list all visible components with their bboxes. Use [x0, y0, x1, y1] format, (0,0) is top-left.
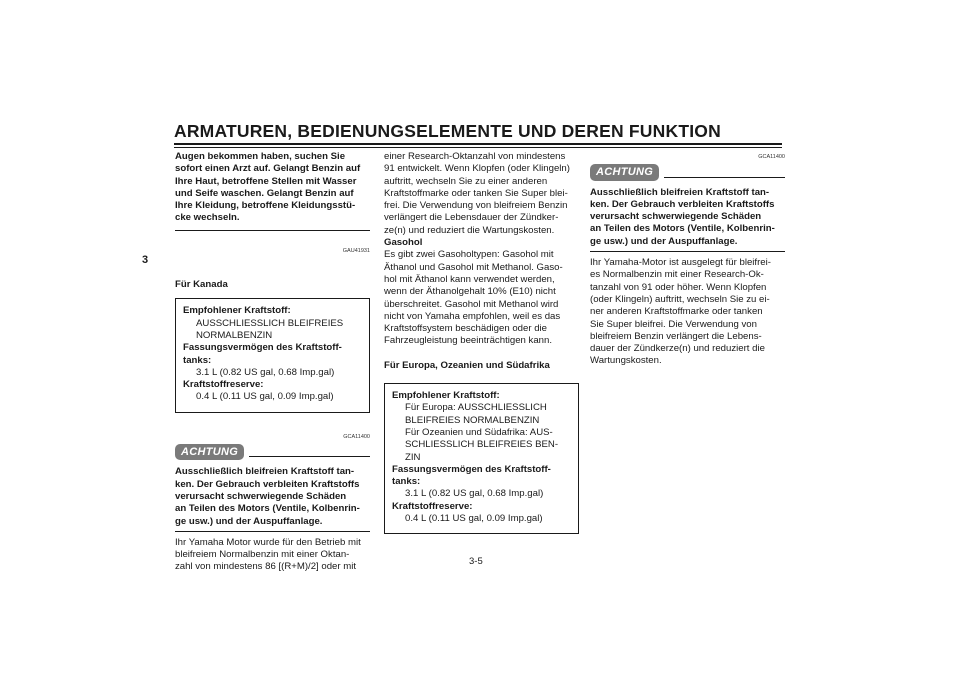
achtung-rule [249, 456, 370, 457]
notice-text: Ausschließlich bleifreien Kraftstoff tan- ken. Der Gebrauch verbleiten Kraftstoffs verursacht schwerwiegende Schäden an Teilen des Motors (Ventile, Kolbenrin- ge usw.) und der Auspuffanlage. [175, 466, 360, 527]
achtung-header [175, 444, 370, 460]
column-1 [175, 151, 370, 574]
europe-heading: Für Europa, Ozeanien und Südafrika [384, 359, 550, 371]
gasohol-text: Es gibt zwei Gasoholtypen: Gasohol mit Äthanol und Gasohol mit Methanol. Gaso- hol mit Äthanol kann verwendet werden, wenn der Äthanolgehalt 10% (E10) nicht überschreitet. Gasohol mit Methanol wird nicht von Yamaha empfohlen, weil es das Kraftstoffsystem beschädigen oder die Fahrzeugleistung beeinträchtigen kann. [384, 249, 563, 347]
body-text: Ihr Yamaha Motor wurde für den Betrieb mit bleifreiem Normalbenzin mit einer Oktan- zahl von mindestens 86 [(R+M)/2] oder mit [175, 536, 361, 573]
column-3 [590, 151, 785, 368]
achtung-header [590, 164, 785, 180]
fuel-spec-box-europe: Empfohlener Kraftstoff: Für Europa: AUSSCHLIESSLICH BLEIFREIES NORMALBENZIN Für Ozeanien und Südafrika: AUS- SCHLIESSLICH BLEIFREIES BEN- ZIN Fassungsvermögen des Kraftstoff- tanks: 3.1 L (0.82 US gal, 0.68 Imp.gal) Kraftstoffreserve: 0.4 L (0.11 US gal, 0.09 Imp.gal) [384, 383, 579, 534]
notice-text: Ausschließlich bleifreien Kraftstoff tan- ken. Der Gebrauch verbleiten Kraftstoffs verursacht schwerwiegende Schäden an Teilen des Motors (Ventile, Kolbenrin- ge usw.) und der Auspuffanlage. [590, 186, 775, 247]
body-text: einer Research-Oktanzahl von mindestens 91 entwickelt. Wenn Klopfen (oder Klingeln) auftritt, wechseln Sie zu einer anderen Kraftstoffmarke oder tanken Sie Super blei- frei. Die Verwendung von bleifreiem Benzin verlängert die Lebensdauer der Zündker- ze(n) und reduziert die Wartungskosten. [384, 151, 570, 236]
column-2 [384, 151, 579, 534]
body-text: Ihr Yamaha-Motor ist ausgelegt für bleifrei- es Normalbenzin mit einer Research-Ok- tanzahl von 91 oder höher. Wenn Klopfen (oder Klingeln) auftritt, wechseln Sie zu ei- ner anderen Kraftstoffmarke oder tanken Sie Super bleifrei. Die Verwendung von bleifreiem Benzin verlängert die Lebens- dauer der Zündkerze(n) und reduziert die Wartungskosten. [590, 257, 771, 367]
fuel-spec-box-canada: Empfohlener Kraftstoff: AUSSCHLIESSLICH BLEIFREIES NORMALBENZIN Fassungsvermögen des Kraftstoff- tanks: 3.1 L (0.82 US gal, 0.68 Imp.gal) Kraftstoffreserve: 0.4 L (0.11 US gal, 0.09 Imp.gal) [175, 298, 370, 412]
gasohol-heading: Gasohol [384, 237, 423, 249]
section-code: GAU41931 [342, 247, 370, 254]
page-number: 3-5 [469, 556, 483, 567]
title-rule-thin [174, 147, 782, 148]
chapter-number: 3 [142, 254, 149, 266]
achtung-rule [664, 177, 785, 178]
notice-end-rule [590, 251, 785, 252]
warning-continuation: Augen bekommen haben, suchen Sie sofort einen Arzt auf. Gelangt Benzin auf Ihre Haut, betroffene Stellen mit Wasser und Seife waschen. Gelangt Benzin auf Ihre Kleidung, betroffene Kleidungsstü- cke wechseln. [175, 151, 361, 224]
notice-end-rule [175, 531, 370, 532]
notice-code: GCA11400 [758, 154, 785, 160]
achtung-badge: ACHTUNG [175, 444, 244, 460]
canada-heading: Für Kanada [175, 279, 228, 291]
achtung-badge: ACHTUNG [590, 164, 659, 180]
notice-code: GCA11400 [343, 433, 370, 440]
title-rule [174, 143, 782, 145]
page-title: ARMATUREN, BEDIENUNGSELEMENTE UND DEREN FUNKTION [174, 121, 721, 141]
warning-end-rule [175, 230, 370, 231]
